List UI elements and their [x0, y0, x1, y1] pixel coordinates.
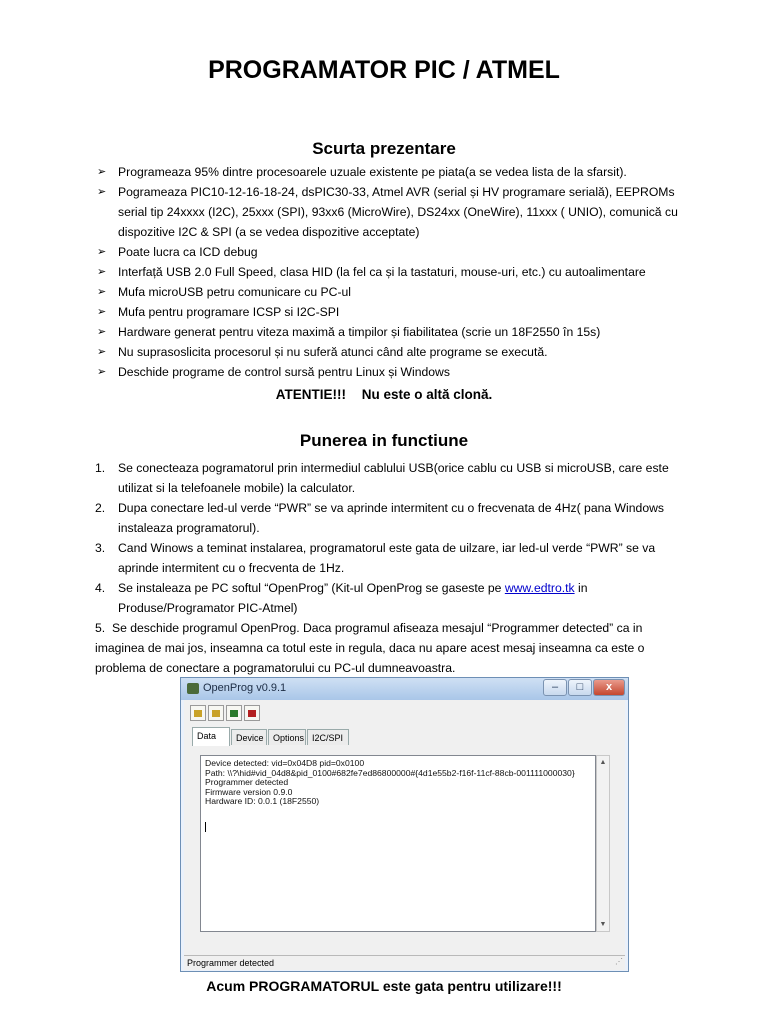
arrow-bullet-icon: ➢ — [97, 326, 107, 338]
read-button[interactable] — [226, 705, 242, 721]
arrow-bullet-icon: ➢ — [97, 306, 107, 318]
tab-options[interactable]: Options — [268, 729, 306, 745]
write-button[interactable] — [244, 705, 260, 721]
log-line: Path: \\?\hid#vid_04d8&pid_0100#682fe7ed86800000#{4d1e55b2-f16f-11cf-88cb-001111000030} — [205, 768, 575, 778]
status-text: Programmer detected — [187, 958, 275, 968]
list-item: ➢ Pogrameaza PIC10-12-16-18-24, dsPIC30-33, Atmel AVR (serial și HV programare serială), EEPROMs serial tip 24xxxx (I2C), 25xxx (SPI), 93xx6 (MicroWire), DS24xx (OneWire), 11xxx ( UNIO), comunică cu dispozitive I2C & SPI (a se vedea dispozitive acceptate) — [0, 182, 698, 242]
list-item: ➢ Interfață USB 2.0 Full Speed, clasa HID (la fel ca și la tastaturi, mouse-uri, etc.) cu autoalimentare — [0, 262, 698, 282]
close-button[interactable]: x — [593, 679, 625, 696]
log-line: Hardware ID: 0.0.1 (18F2550) — [205, 797, 320, 806]
scroll-down-icon[interactable]: ▼ — [599, 921, 607, 928]
edtro-link[interactable]: www.edtro.tk — [504, 581, 575, 595]
log-line: Firmware version 0.9.0 — [205, 787, 293, 797]
list-item: ➢ Programeaza 95% dintre procesoarele uzuale existente pe piata(a se vedea lista de la sfarsit). — [0, 162, 698, 182]
section-heading-prezentare: Scurta prezentare — [312, 139, 456, 158]
status-bar — [184, 955, 625, 970]
arrow-bullet-icon: ➢ — [97, 346, 107, 358]
section-heading-functiune: Punerea in functiune — [299, 431, 469, 450]
log-line: Programmer detected — [205, 778, 289, 787]
list-item: ➢ Mufa pentru programare ICSP si I2C-SPI — [0, 302, 698, 322]
features-list — [0, 162, 698, 382]
page-title: PROGRAMATOR PIC / ATMEL — [208, 56, 560, 84]
step-5-paragraph: 5. Se deschide programul OpenProg. Daca programul afiseaza mesajul “Programmer detected” ca in imaginea de mai jos, inseamna ca totul este in regula, daca nu apare acest mesaj inseamna ca este o problema de conectare a pogramatorului cu PC-ul dumneavoastra. — [95, 621, 645, 675]
log-line: Device detected: vid=0x04D8 pid=0x0100 — [205, 759, 365, 768]
arrow-bullet-icon: ➢ — [97, 246, 107, 258]
arrow-bullet-icon: ➢ — [97, 286, 107, 298]
list-item: 2. Dupa conectare led-ul verde “PWR” se va aprinde intermitent cu o frecvenata de 4Hz( pana Windows instaleaza programatorul). — [95, 501, 664, 535]
vertical-scrollbar[interactable] — [596, 755, 610, 932]
save-file-button[interactable] — [208, 705, 224, 721]
resize-grip-icon[interactable]: ⋰ — [615, 957, 623, 966]
list-item: 3. Cand Winows a teminat instalarea, programatorul este gata de uilzare, iar led-ul verde “PWR” se va aprinde intermitent cu o frecventa de 1Hz. — [95, 541, 656, 575]
minimize-button[interactable]: – — [543, 679, 567, 696]
read-chip-icon — [230, 710, 238, 717]
scroll-up-icon[interactable]: ▲ — [599, 759, 607, 766]
folder-open-icon — [194, 710, 202, 717]
list-item: 4. Se instaleaza pe PC softul “OpenProg” (Kit-ul OpenProg se gaseste pe www.edtro.tk in Produse/Programator PIC-Atmel) — [95, 581, 588, 615]
list-item: 1. Se conecteaza pogramatorul prin intermediul cablului USB(orice cablu cu USB si microUSB, care este utilizat si la telefoanele mobile) la calculator. — [95, 461, 669, 495]
warning-label: ATENTIE!!! — [275, 387, 346, 402]
arrow-bullet-icon: ➢ — [97, 166, 107, 178]
arrow-bullet-icon: ➢ — [97, 186, 107, 198]
write-chip-icon — [248, 710, 256, 717]
caption: Acum PROGRAMATORUL este gata pentru utilizare!!! — [206, 978, 562, 994]
tab-device[interactable]: Device — [231, 729, 267, 745]
app-icon — [187, 683, 199, 694]
window-body — [184, 700, 625, 970]
warning-text: Nu este o altă clonă. — [361, 387, 493, 402]
text-caret — [205, 822, 206, 832]
arrow-bullet-icon: ➢ — [97, 366, 107, 378]
tab-i2c-spi[interactable]: I2C/SPI — [307, 729, 349, 745]
list-item: ➢ Deschide programe de control sursă pentru Linux și Windows — [0, 362, 698, 382]
list-item: ➢ Poate lucra ca ICD debug — [0, 242, 698, 262]
log-textarea[interactable] — [200, 755, 596, 932]
list-item: ➢ Mufa microUSB petru comunicare cu PC-ul — [0, 282, 698, 302]
tab-data[interactable]: Data — [192, 727, 230, 746]
folder-save-icon — [212, 710, 220, 717]
list-item: ➢ Hardware generat pentru viteza maximă a timpilor și fiabilitatea (scrie un 18F2550 în 15s) — [0, 322, 698, 342]
steps-list — [0, 458, 698, 618]
maximize-button[interactable]: □ — [568, 679, 592, 696]
window-titlebar[interactable] — [181, 678, 628, 700]
window-title: OpenProg v0.9.1 — [203, 682, 287, 694]
openprog-window — [180, 677, 629, 972]
open-file-button[interactable] — [190, 705, 206, 721]
list-item: ➢ Nu suprasoslicita procesorul și nu suferă atunci când alte programe se execută. — [0, 342, 698, 362]
arrow-bullet-icon: ➢ — [97, 266, 107, 278]
warning-line — [0, 387, 768, 402]
